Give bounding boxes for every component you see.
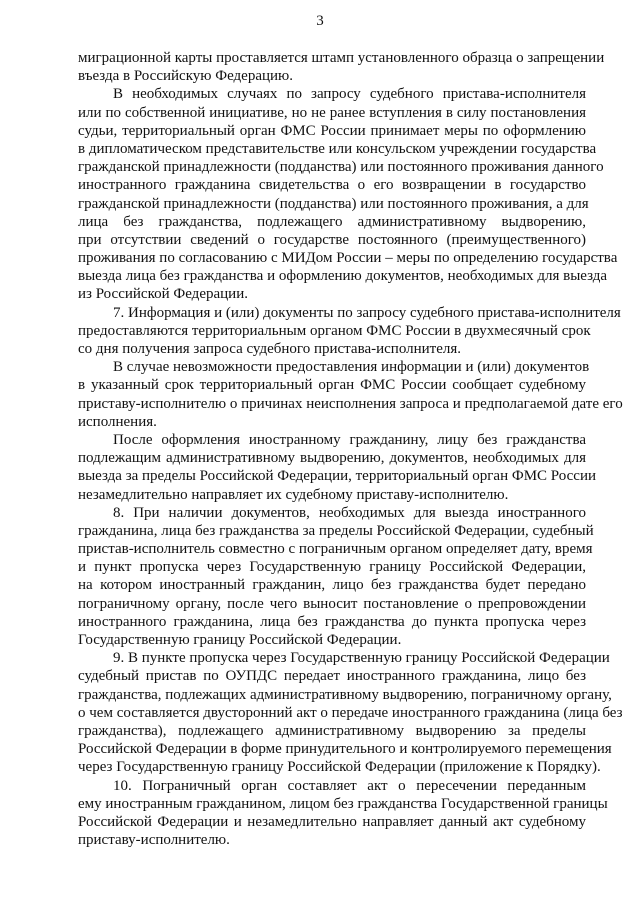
text-line: Российской Федерации и незамедлительно направляет данный акт судебному xyxy=(78,813,586,830)
text-line: въезда в Российскую Федерацию. xyxy=(78,68,294,85)
text-line: исполнения. xyxy=(78,413,157,430)
paragraph-first-line: 7. Информация и (или) документы по запросу судебного пристава-исполнителя xyxy=(113,304,621,321)
text-line: гражданской принадлежности (подданства) или постоянного проживания данного xyxy=(78,159,604,176)
text-line: в дипломатическом представительстве или консульском учреждении государства xyxy=(78,140,597,157)
text-line: о чем составляется двусторонний акт о передаче иностранного гражданина (лица без xyxy=(78,704,623,721)
text-line: предоставляются территориальным органом ФМС России в двухмесячный срок xyxy=(78,322,591,339)
text-line: ему иностранным гражданином, лицом без гражданства Государственной границы xyxy=(78,795,608,812)
text-line: при отсутствии сведений о государстве постоянного (преимущественного) xyxy=(78,231,586,248)
paragraph-first-line: 10. Пограничный орган составляет акт о пересечении переданным xyxy=(113,777,586,794)
text-line: проживания по согласованию с МИДом России – меры по определению государства xyxy=(78,250,618,267)
text-line: иностранного гражданина свидетельства о его возвращении в государство xyxy=(78,177,586,194)
text-line: иностранного гражданина, лица без гражданства до пункта пропуска через xyxy=(78,613,586,630)
text-line: пограничному органу, после чего выносит постановление о препровождении xyxy=(78,595,586,612)
paragraph-first-line: 9. В пункте пропуска через Государственную границу Российской Федерации xyxy=(113,650,610,667)
paragraph-first-line: В случае невозможности предоставления информации и (или) документов xyxy=(113,359,590,376)
text-line: гражданина, лица без гражданства за пределы Российской Федерации, судебный xyxy=(78,522,594,539)
text-line: выезда за пределы Российской Федерации, территориальный орган ФМС России xyxy=(78,468,596,485)
document-body xyxy=(78,49,623,849)
text-line: гражданской принадлежности (подданства) или постоянного проживания, а для xyxy=(78,195,589,212)
text-line: лица без гражданства, подлежащего административному выдворению, xyxy=(78,213,586,230)
text-line: незамедлительно направляет их судебному приставу-исполнителю. xyxy=(78,486,509,503)
text-line: со дня получения запроса судебного пристава-исполнителя. xyxy=(78,341,462,357)
text-line: судебный пристав по ОУПДС передает иностранного гражданина, лицо без xyxy=(78,668,586,685)
text-line: Государственную границу Российской Федерации. xyxy=(78,632,402,648)
text-line: судьи, территориальный орган ФМС России принимает меры по оформлению xyxy=(78,122,586,139)
text-line: Российской Федерации в форме принудительного и контролируемого перемещения xyxy=(78,741,612,758)
text-line: гражданства, подлежащих административному выдворению, пограничному органу, xyxy=(78,686,612,703)
text-line: подлежащим административному выдворению, документов, необходимых для xyxy=(78,450,586,467)
paragraph-first-line: После оформления иностранному гражданину, лицу без гражданства xyxy=(113,431,586,448)
text-line: и пункт пропуска через Государственную границу Российской Федерации, xyxy=(78,559,586,576)
text-line: выезда лица без гражданства и оформлению документов, необходимых для выезда xyxy=(78,268,608,285)
paragraph-first-line: 8. При наличии документов, необходимых для выезда иностранного xyxy=(113,504,586,521)
text-line: пристав-исполнитель совместно с пограничным органом определяет дату, время xyxy=(78,541,593,558)
text-line: или по собственной инициативе, но не ранее вступления в силу постановления xyxy=(78,104,586,121)
text-line: приставу-исполнителю. xyxy=(78,832,230,849)
text-line: в указанный срок территориальный орган ФМС России сообщает судебному xyxy=(78,377,586,394)
text-line: через Государственную границу Российской Федерации (приложение к Порядку). xyxy=(78,759,601,776)
page-number: 3 xyxy=(316,13,324,29)
text-line: на котором иностранный гражданин, лицо без гражданства будет передано xyxy=(78,577,586,594)
text-line: приставу-исполнителю о причинах неисполнения запроса и предполагаемой дате его xyxy=(78,395,623,412)
text-line: из Российской Федерации. xyxy=(78,286,248,303)
text-line: миграционной карты проставляется штамп установленного образца о запрещении xyxy=(78,50,605,66)
paragraph-first-line: В необходимых случаях по запросу судебного пристава-исполнителя xyxy=(113,86,586,103)
text-line: гражданства), подлежащего административному выдворению за пределы xyxy=(78,722,586,739)
